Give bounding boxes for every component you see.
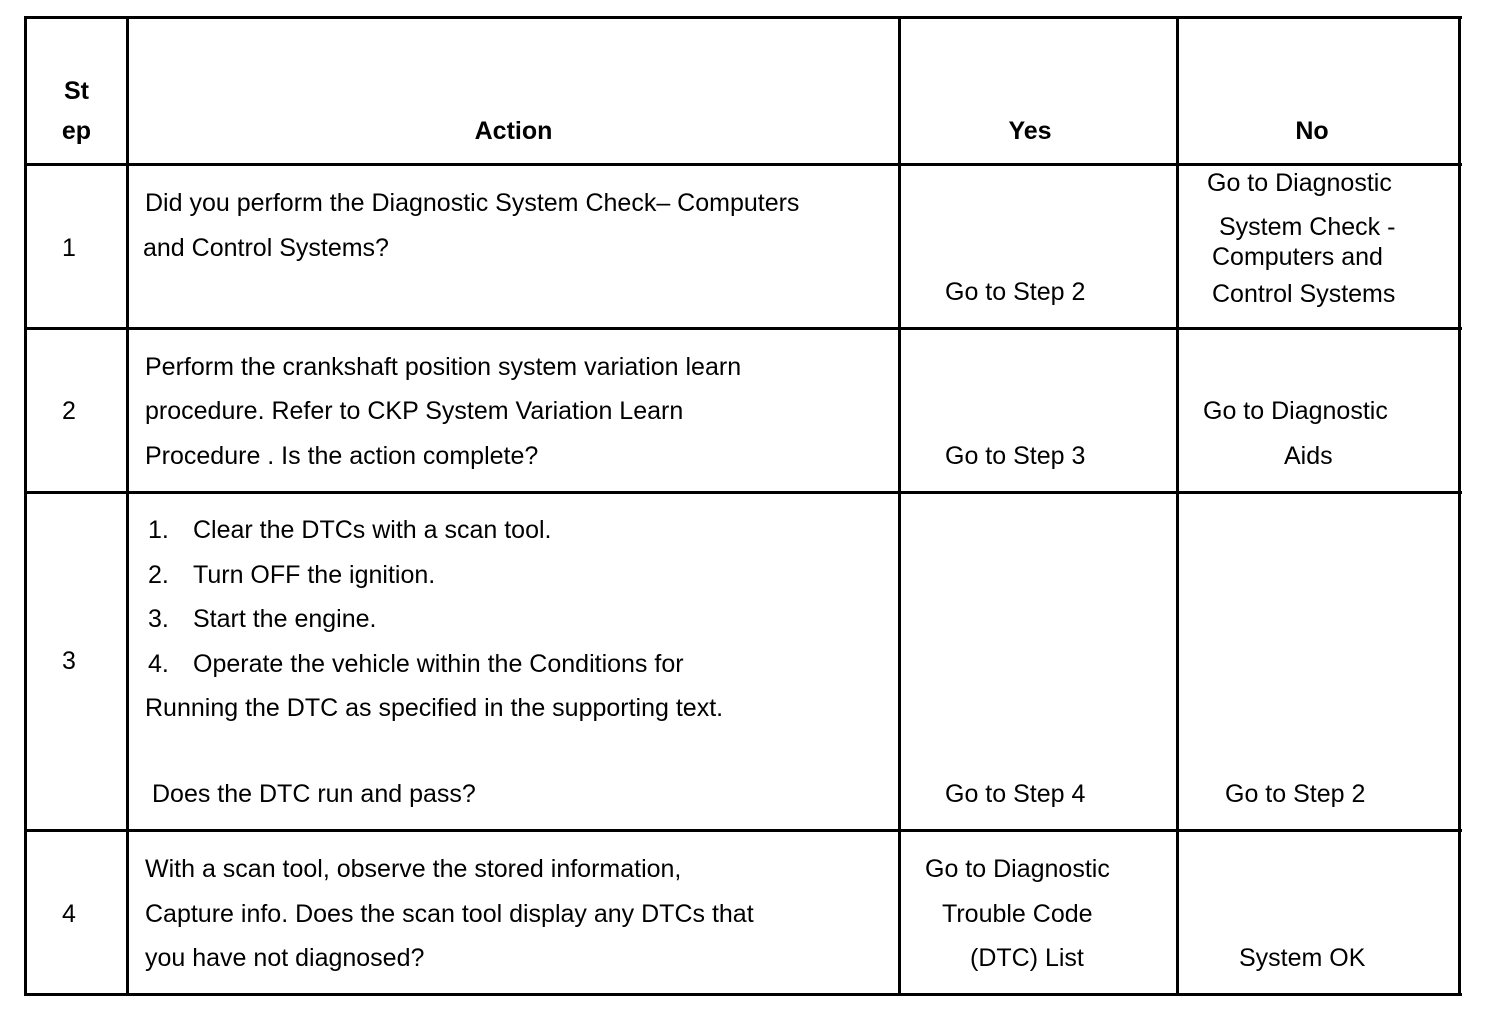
header-step: ep bbox=[61, 117, 92, 145]
list-number: 3. bbox=[148, 605, 169, 633]
no-result: Computers and bbox=[1212, 243, 1383, 271]
table-border-top bbox=[24, 16, 1462, 19]
step-number: 2 bbox=[62, 397, 76, 425]
no-result: Go to Diagnostic bbox=[1207, 169, 1392, 197]
action-text: Perform the crankshaft position system variation learn bbox=[145, 353, 742, 381]
list-item: Turn OFF the ignition. bbox=[193, 561, 436, 589]
action-question: Does the DTC run and pass? bbox=[152, 780, 476, 808]
column-divider bbox=[898, 16, 901, 996]
header-divider bbox=[24, 163, 1462, 166]
column-divider bbox=[1176, 16, 1179, 996]
action-text: Did you perform the Diagnostic System Check– Computers bbox=[145, 189, 800, 217]
list-item: Clear the DTCs with a scan tool. bbox=[193, 516, 552, 544]
list-number: 2. bbox=[148, 561, 169, 589]
header-step: St bbox=[64, 77, 89, 105]
yes-result: Go to Diagnostic bbox=[925, 855, 1110, 883]
no-result: Control Systems bbox=[1212, 280, 1396, 308]
list-number: 1. bbox=[148, 516, 169, 544]
table-border-bottom bbox=[24, 993, 1462, 996]
row-divider bbox=[24, 829, 1462, 832]
row-divider bbox=[24, 327, 1462, 330]
step-number: 1 bbox=[62, 234, 76, 262]
yes-result: Go to Step 2 bbox=[945, 278, 1086, 306]
row-divider bbox=[24, 491, 1462, 494]
list-item: Operate the vehicle within the Conditions for bbox=[193, 650, 684, 678]
header-no: No bbox=[1295, 117, 1329, 145]
list-number: 4. bbox=[148, 650, 169, 678]
no-result: System OK bbox=[1239, 944, 1366, 972]
step-number: 4 bbox=[62, 900, 76, 928]
action-text: and Control Systems? bbox=[143, 234, 389, 262]
table-border-left bbox=[24, 16, 27, 996]
list-item: Start the engine. bbox=[193, 605, 377, 633]
action-text: you have not diagnosed? bbox=[145, 944, 425, 972]
header-yes: Yes bbox=[1008, 117, 1052, 145]
action-text: Capture info. Does the scan tool display any DTCs that bbox=[145, 900, 754, 928]
no-result: Go to Diagnostic bbox=[1203, 397, 1388, 425]
column-divider bbox=[126, 16, 129, 996]
action-text: procedure. Refer to CKP System Variation Learn bbox=[145, 397, 684, 425]
no-result: System Check - bbox=[1219, 213, 1396, 241]
yes-result: Trouble Code bbox=[942, 900, 1093, 928]
table-border-right bbox=[1458, 16, 1461, 996]
no-result: Go to Step 2 bbox=[1225, 780, 1366, 808]
header-action: Action bbox=[474, 117, 553, 145]
step-number: 3 bbox=[62, 647, 76, 675]
action-text: Running the DTC as specified in the supporting text. bbox=[145, 694, 724, 722]
yes-result: Go to Step 3 bbox=[945, 442, 1086, 470]
action-text: Procedure . Is the action complete? bbox=[145, 442, 539, 470]
yes-result: (DTC) List bbox=[970, 944, 1084, 972]
no-result: Aids bbox=[1284, 442, 1333, 470]
yes-result: Go to Step 4 bbox=[945, 780, 1086, 808]
action-text: With a scan tool, observe the stored information, bbox=[145, 855, 682, 883]
